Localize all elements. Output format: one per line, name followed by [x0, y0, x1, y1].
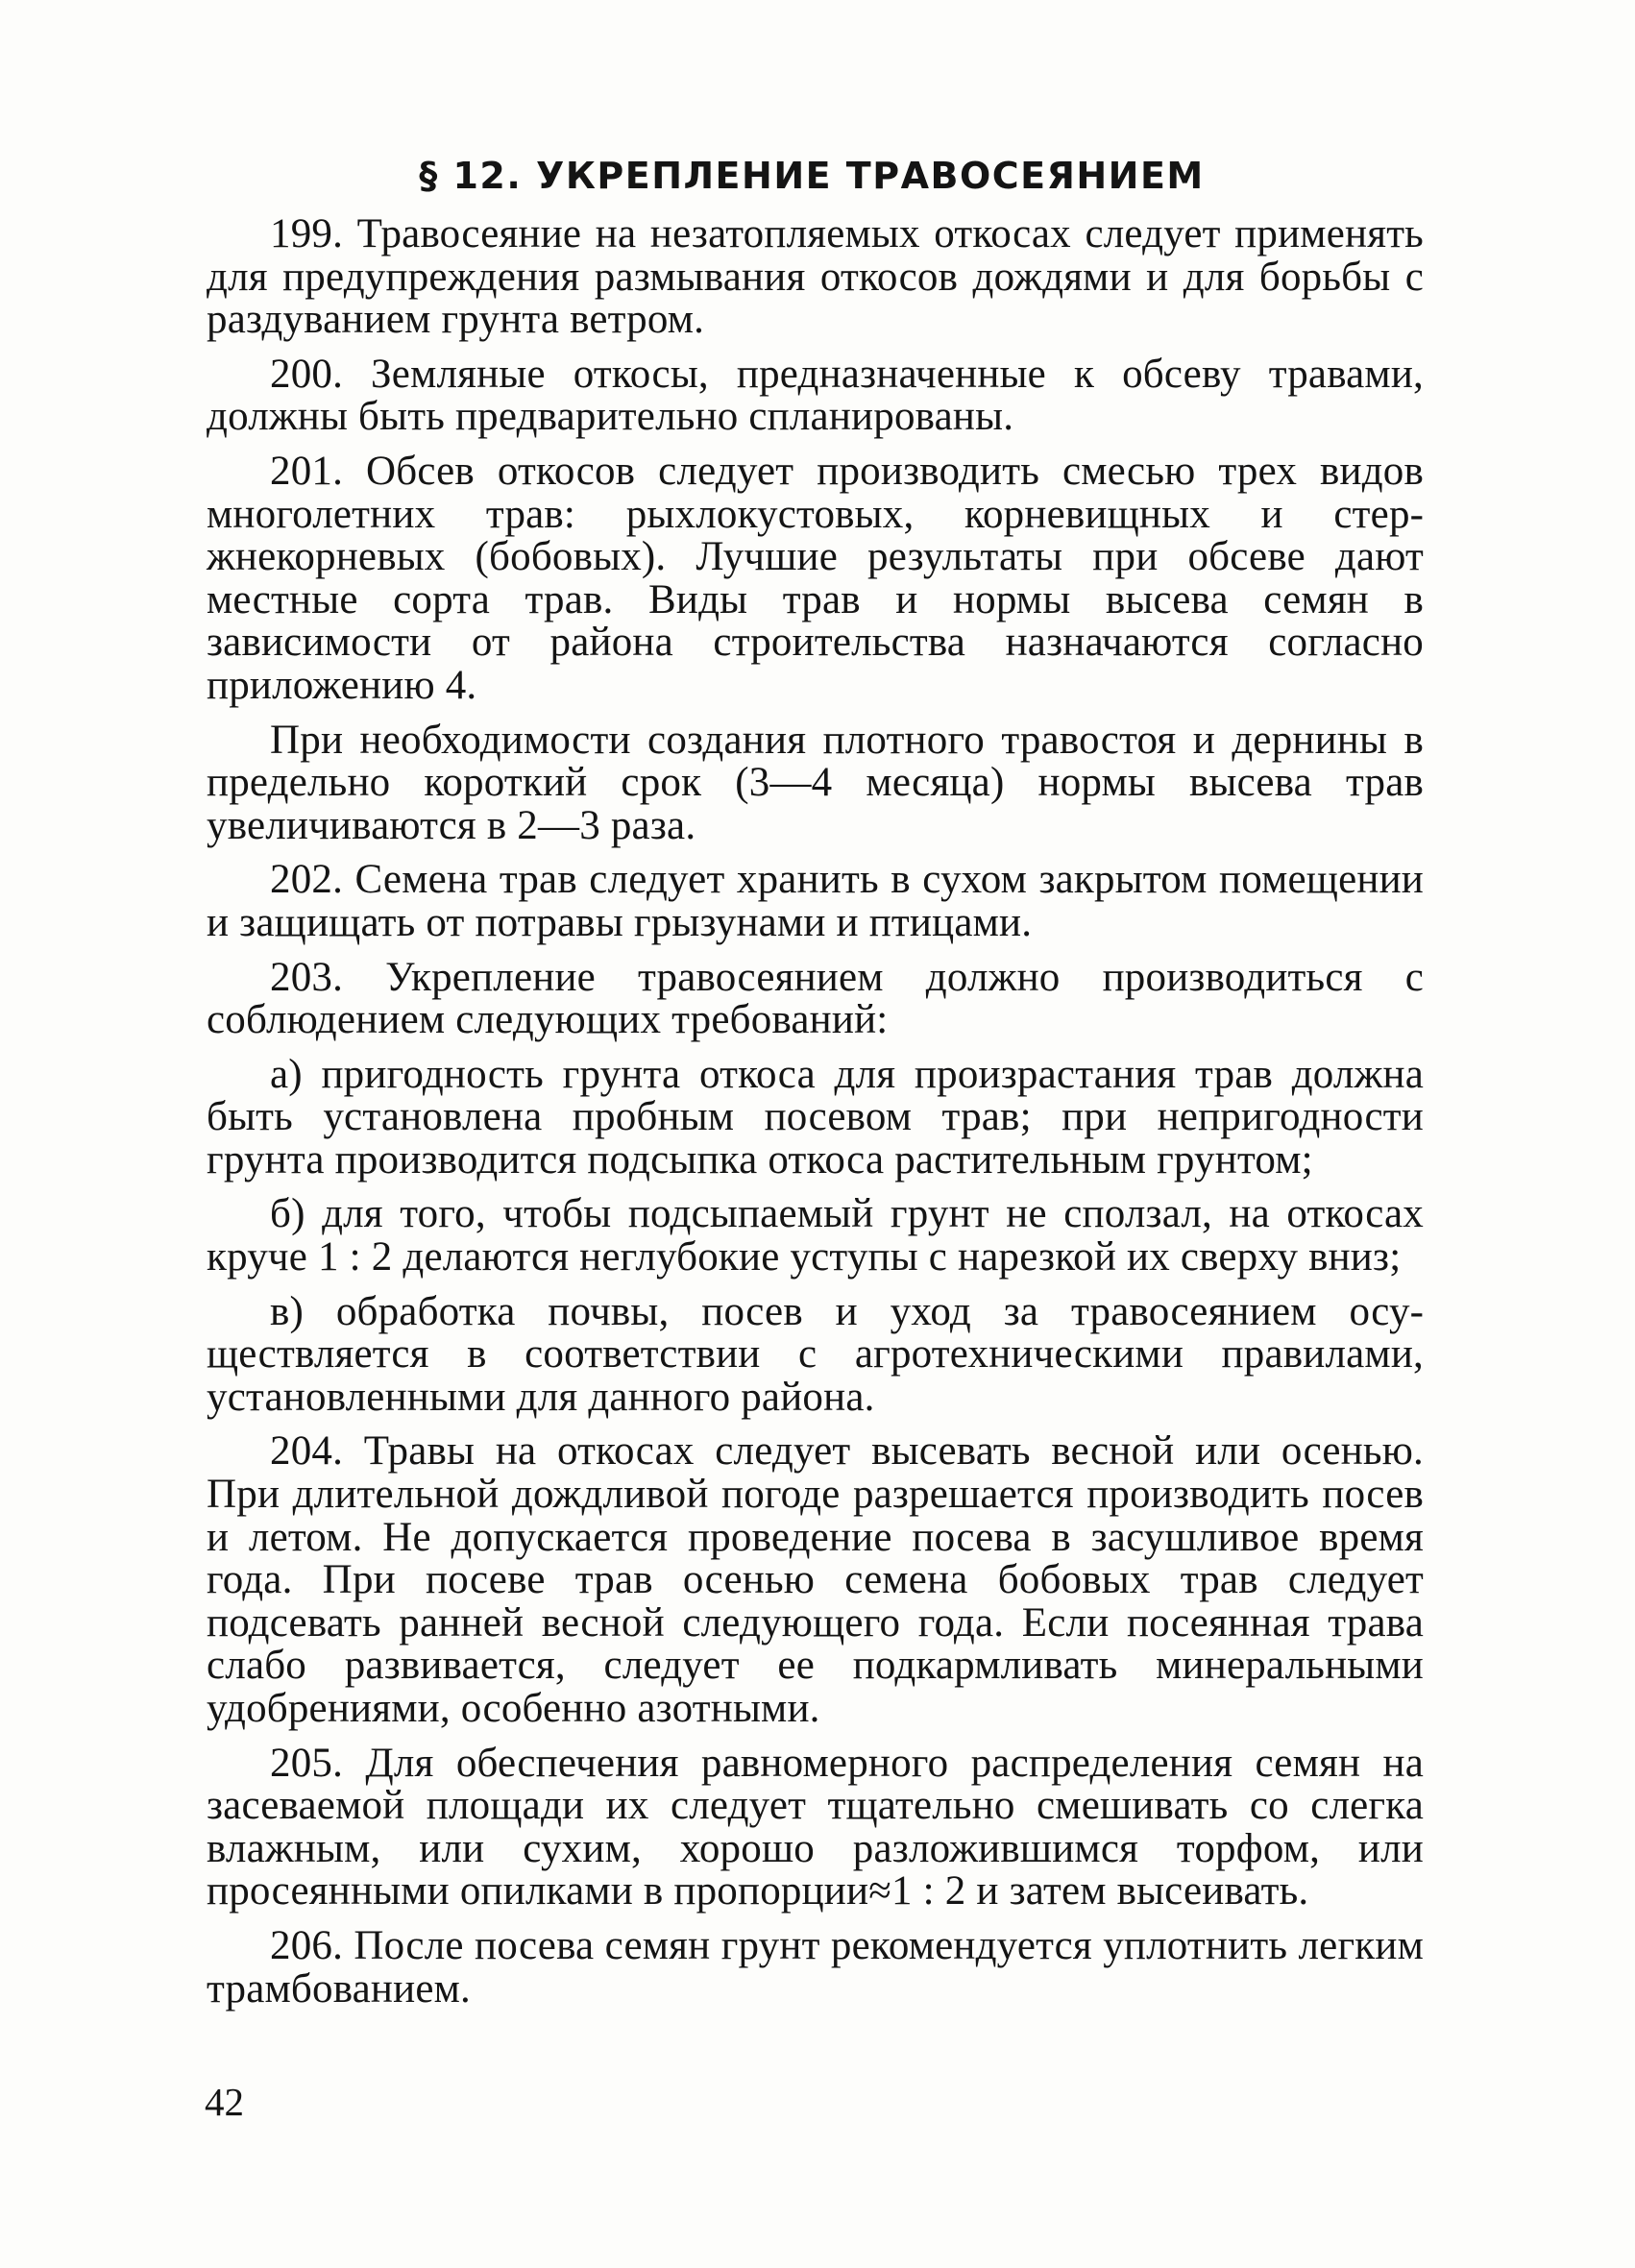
paragraph-203-item-b: б) для того, чтобы подсыпаемый грунт не сползал, на откосах круче 1 : 2 делаются неглубокие уступы с нарезкой их сверху вниз; [207, 1191, 1424, 1280]
paragraph-203-item-a: а) пригодность грунта откоса для произрастания трав должна быть установлена пробным посевом трав; при непригодности грунта производится подсыпка откоса растительным грунтом; [207, 1051, 1424, 1183]
paragraph-204: 204. Травы на откосах следует высевать весной или осенью. При длительной дождливой погоде разрешается производить посев и летом. Не допускается проведение посева в засушливое время года. При посеве трав осенью семена бобовых трав следует подсевать ранней весной следующего года. Если посеянная трава слабо развивается, следует ее подкармливать минеральными удобрениями, особенно азотными. [207, 1428, 1424, 1731]
paragraph-201-continued: При необходимости создания плотного травостоя и дернины в предельно короткий срок (3—4 месяца) нормы высева трав увеличиваются в 2—3 раза. [207, 717, 1424, 848]
paragraph-203-item-c: в) обработка почвы, посев и уход за травосеянием осуществляется в соответствии с агротехническими правилами, установленными для данного района. [207, 1288, 1424, 1420]
body-text [207, 213, 1424, 2011]
section-title: § 12. УКРЕПЛЕНИЕ ТРАВОСЕЯНИЕМ [419, 155, 1205, 197]
paragraph-200: 200. Земляные откосы, предназначенные к обсеву травами, должны быть предварительно спланированы. [207, 351, 1424, 440]
paragraph-203: 203. Укрепление травосеянием должно производиться с соблюдением следующих требований: [207, 954, 1424, 1043]
paragraph-205: 205. Для обеспечения равномерного распределения семян на засеваемой площади их следует тщательно смешивать со слегка влажным, или сухим, хорошо разложившимся торфом, или просеянными опилками в пропорции≈1 : 2 и затем высеивать. [207, 1740, 1424, 1914]
paragraph-206: 206. После посева семян грунт рекомендуется уплотнить легким трамбованием. [207, 1922, 1424, 2012]
page-number: 42 [205, 2080, 244, 2124]
paragraph-201: 201. Обсев откосов следует производить смесью трех видов многолетних трав: рыхлокустовых, корневищных и стержнекорневых (бобовых). Лучшие результаты при обсеве дают местные сорта трав. Виды трав и нормы высева семян в зависимости от района строительства назначаются согласно приложению 4. [207, 448, 1424, 708]
paragraph-202: 202. Семена трав следует хранить в сухом закрытом помещении и защищать от потравы грызунами и птицами. [207, 857, 1424, 945]
paragraph-199: 199. Травосеяние на незатопляемых откосах следует применять для предупреждения размывания откосов дождями и для борьбы с раздуванием грунта ветром. [207, 211, 1424, 343]
